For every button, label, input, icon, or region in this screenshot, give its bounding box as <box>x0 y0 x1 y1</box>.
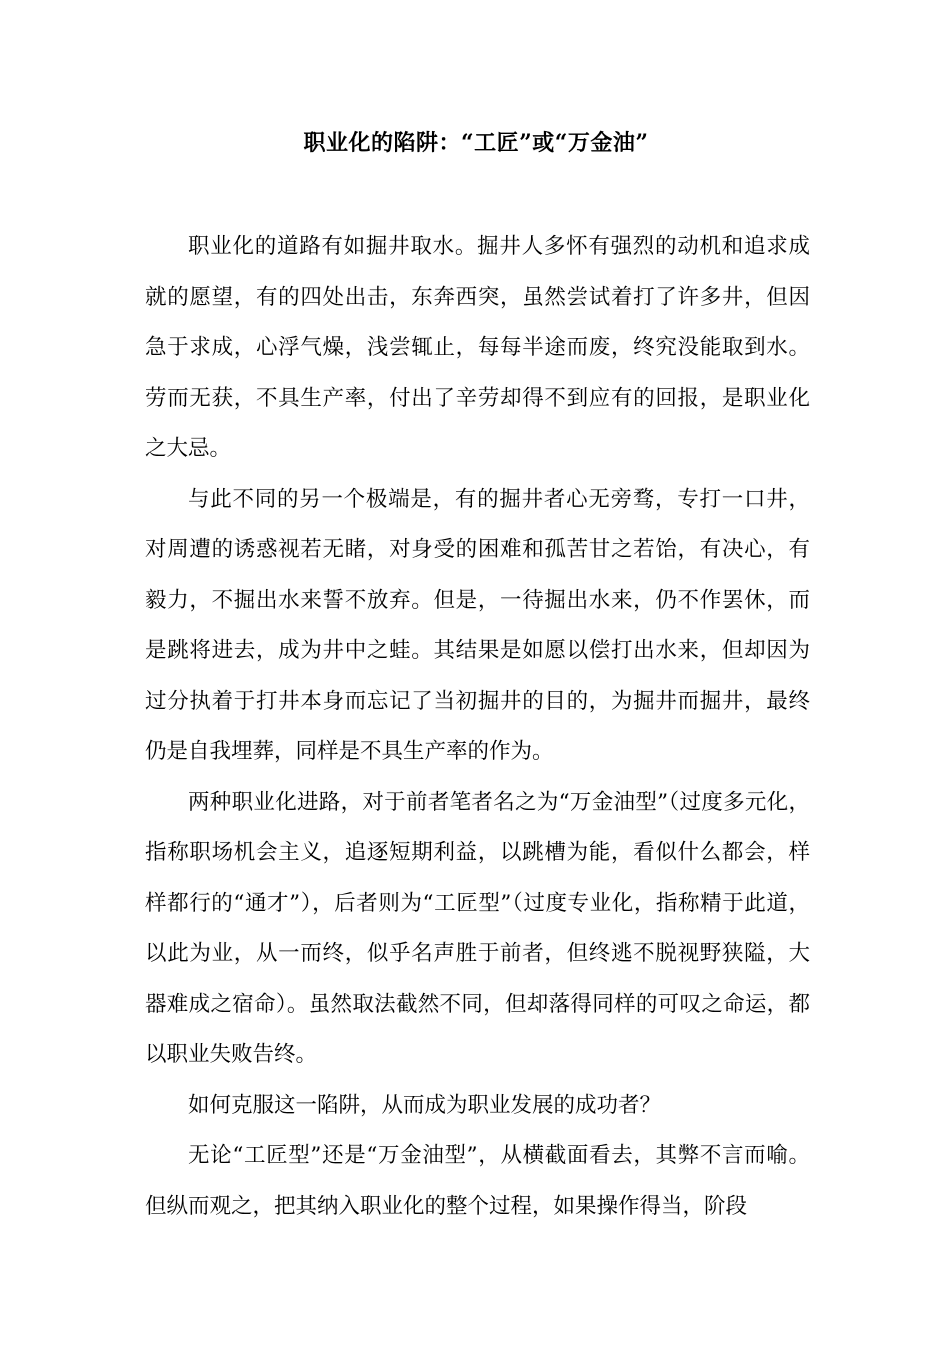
document-body <box>145 222 810 1232</box>
paragraph-5: 无论“工匠型”还是“万金油型”，从横截面看去，其弊不言而喻。但纵而观之，把其纳入职业化的整个过程，如果操作得当，阶段 <box>145 1143 810 1219</box>
paragraph-4: 如何克服这一陷阱，从而成为职业发展的成功者？ <box>188 1092 662 1118</box>
paragraph-1: 职业化的道路有如掘井取水。掘井人多怀有强烈的动机和追求成就的愿望，有的四处出击，东奔西突，虽然尝试着打了许多井，但因急于求成，心浮气燥，浅尝辄止，每每半途而废，终究没能取到水。劳而无获，不具生产率，付出了辛劳却得不到应有的回报，是职业化之大忌。 <box>145 234 810 461</box>
paragraph-2: 与此不同的另一个极端是，有的掘井者心无旁骛，专打一口井，对周遭的诱惑视若无睹，对身受的困难和孤苦甘之若饴，有决心，有毅力，不掘出水来誓不放弃。但是，一待掘出水来，仍不作罢休，而是跳将进去，成为井中之蛙。其结果是如愿以偿打出水来，但却因为过分执着于打井本身而忘记了当初掘井的目的，为掘井而掘井，最终仍是自我埋葬，同样是不具生产率的作为。 <box>145 486 810 764</box>
paragraph-3: 两种职业化进路，对于前者笔者名之为“万金油型”（过度多元化，指称职场机会主义，追逐短期利益，以跳槽为能，看似什么都会，样样都行的“通才”），后者则为“工匠型”（过度专业化，指称精于此道，以此为业，从一而终，似乎名声胜于前者，但终逃不脱视野狭隘，大器难成之宿命）。虽然取法截然不同，但却落得同样的可叹之命运，都以职业失败告终。 <box>145 789 810 1067</box>
document-title: 职业化的陷阱：“工匠”或“万金油” <box>303 130 649 156</box>
